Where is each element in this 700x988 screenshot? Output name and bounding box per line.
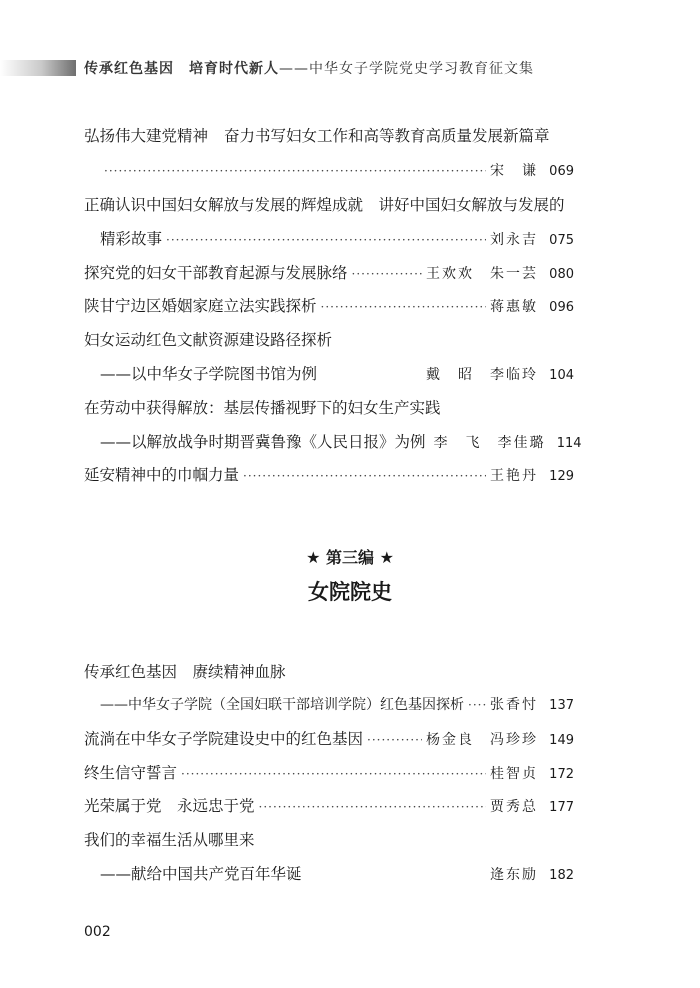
toc-title: 陕甘宁边区婚姻家庭立法实践探析	[84, 297, 317, 315]
toc-page: 149	[549, 733, 574, 748]
toc-title: 正确认识中国妇女解放与发展的辉煌成就 讲好中国妇女解放与发展的	[84, 196, 565, 214]
toc-entry[interactable]	[100, 864, 574, 886]
dot-leader	[321, 297, 486, 317]
toc-entry-title[interactable]	[84, 830, 574, 850]
toc-entry-title[interactable]	[84, 662, 574, 682]
toc-subtitle: ——献给中国共产党百年华诞	[100, 865, 302, 883]
section-label: ★ 第三编 ★	[306, 548, 394, 567]
dot-leader	[166, 230, 486, 250]
toc-entry[interactable]	[84, 263, 574, 285]
toc-entry[interactable]	[100, 364, 574, 386]
dot-leader	[352, 264, 422, 284]
toc-author: 逄东励	[490, 867, 538, 883]
toc-author: 刘永吉	[490, 232, 538, 248]
toc-title: 探究党的妇女干部教育起源与发展脉络	[84, 264, 348, 282]
toc-entry-title[interactable]	[84, 195, 574, 215]
toc-entry-title[interactable]	[84, 398, 574, 418]
toc-author: 杨金良 冯珍珍	[426, 732, 538, 748]
toc-author: 贾秀总	[490, 799, 538, 815]
toc-author: 李 飞 李佳璐	[433, 435, 546, 451]
toc-entry[interactable]	[100, 432, 582, 454]
toc-entry-title[interactable]	[84, 330, 574, 350]
toc-page: 104	[549, 368, 574, 383]
dot-leader	[468, 695, 486, 715]
toc-entry[interactable]	[84, 465, 574, 487]
toc-entry[interactable]	[84, 796, 574, 818]
toc-page: 137	[549, 698, 574, 713]
toc-author: 王欢欢 朱一芸	[426, 266, 538, 282]
toc-entry[interactable]	[84, 729, 574, 751]
running-header-main: 传承红色基因 培育时代新人	[84, 61, 279, 77]
toc-author: 张香忖	[490, 697, 538, 713]
toc-author: 桂智贞	[490, 766, 538, 782]
running-header	[84, 58, 534, 78]
toc-page: 172	[549, 767, 574, 782]
dot-leader	[181, 764, 486, 784]
toc-author: 戴 昭 李临玲	[426, 367, 538, 383]
toc-page: 080	[549, 267, 574, 282]
toc-title: 弘扬伟大建党精神 奋力书写妇女工作和高等教育高质量发展新篇章	[84, 127, 550, 145]
toc-page: 182	[549, 868, 574, 883]
toc-title: 传承红色基因 赓续精神血脉	[84, 663, 286, 681]
toc-title: 精彩故事	[100, 230, 163, 248]
toc-title: 终生信守誓言	[84, 764, 178, 782]
page-number: 002	[84, 924, 111, 940]
toc-subtitle: ——中华女子学院（全国妇联干部培训学院）红色基因探析	[100, 697, 464, 713]
toc-entry-title[interactable]	[84, 126, 574, 146]
toc-title: 光荣属于党 永远忠于党	[84, 797, 255, 815]
toc-author: 蒋惠敏	[490, 299, 538, 315]
toc-title: 延安精神中的巾帼力量	[84, 466, 240, 484]
dot-leader	[243, 466, 486, 486]
section-title: 女院院史	[308, 580, 392, 604]
toc-page: 177	[549, 800, 574, 815]
toc-page: 129	[549, 469, 574, 484]
toc-page: 069	[549, 164, 574, 179]
running-header-sub: ——中华女子学院党史学习教育征文集	[279, 61, 534, 77]
toc-subtitle: ——以中华女子学院图书馆为例	[100, 365, 318, 383]
toc-entry[interactable]	[84, 296, 574, 318]
toc-entry[interactable]	[100, 695, 574, 716]
toc-page: 096	[549, 300, 574, 315]
toc-title: 流淌在中华女子学院建设史中的红色基因	[84, 730, 364, 748]
dot-leader	[367, 730, 422, 750]
toc-title: 在劳动中获得解放：基层传播视野下的妇女生产实践	[84, 399, 441, 417]
toc-entry[interactable]	[84, 763, 574, 785]
toc-page: 114	[556, 436, 582, 451]
header-gradient-bar	[0, 60, 76, 76]
toc-entry[interactable]	[100, 161, 574, 182]
toc-page: 075	[549, 233, 574, 248]
dot-leader	[104, 161, 486, 181]
toc-title: 我们的幸福生活从哪里来	[84, 831, 255, 849]
toc-author: 宋 谦	[490, 163, 538, 179]
dot-leader	[259, 797, 486, 817]
toc-title: 妇女运动红色文献资源建设路径探析	[84, 331, 333, 349]
toc-subtitle: ——以解放战争时期晋冀鲁豫《人民日报》为例	[100, 433, 426, 451]
toc-entry[interactable]	[100, 229, 574, 251]
toc-author: 王艳丹	[490, 468, 538, 484]
